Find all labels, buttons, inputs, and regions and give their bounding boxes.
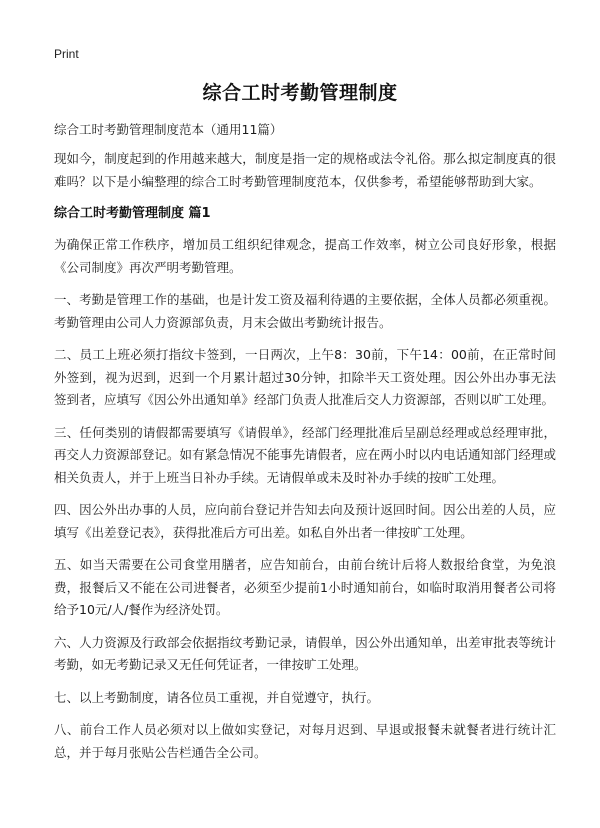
section-heading: 综合工时考勤管理制度 篇1 xyxy=(54,206,211,221)
document-body xyxy=(54,119,556,774)
print-label[interactable]: Print xyxy=(54,47,79,61)
paragraph-item-6: 六、人力资源及行政部会依据指纹考勤记录，请假单，因公外出通知单，出差审批表等统计考勤，如无考勤记录又无任何凭证者，一律按旷工处理。 xyxy=(54,634,556,672)
intro-paragraph: 现如今，制度起到的作用越来越大，制度是指一定的规格或法令礼俗。那么拟定制度真的很难吗？以下是小编整理的综合工时考勤管理制度范本，仅供参考，希望能够帮助到大家。 xyxy=(54,151,556,189)
document-subtitle: 综合工时考勤管理制度范本（通用11篇） xyxy=(54,122,283,137)
paragraph-item-3: 三、任何类别的请假都需要填写《请假单》，经部门经理批准后呈副总经理或总经理审批，再交人力资源部登记。如有紧急情况不能事先请假者，应在两小时以内电话通知部门经理或相关负责人，并于上班当日补办手续。无请假单或未及时补办手续的按旷工处理。 xyxy=(54,424,556,485)
paragraph-item-2: 二、员工上班必须打指纹卡签到，一日两次，上午8：30前，下午14：00前，在正常时间外签到，视为迟到，迟到一个月累计超过30分钟，扣除半天工资处理。因公外出办事无法签到者，应填写《因公外出通知单》经部门负责人批准后交人力资源部，否则以旷工处理。 xyxy=(54,347,556,407)
paragraph-item-8: 八、前台工作人员必须对以上做如实登记，对每月迟到、早退或报餐未就餐者进行统计汇总，并于每月张贴公告栏通告全公司。 xyxy=(54,722,556,760)
paragraph-item-1: 一、考勤是管理工作的基础，也是计发工资及福利待遇的主要依据，全体人员都必须重视。考勤管理由公司人力资源部负责，月末会做出考勤统计报告。 xyxy=(54,292,556,330)
paragraph-item-7: 七、以上考勤制度，请各位员工重视，并自觉遵守，执行。 xyxy=(54,689,380,705)
paragraph-item-5: 五、如当天需要在公司食堂用膳者，应告知前台，由前台统计后将人数报给食堂，为免浪费，报餐后又不能在公司进餐者，必须至少提前1小时通知前台，如临时取消用餐者公司将给予10元/人/餐作为经济处罚。 xyxy=(54,557,556,617)
page-title: 综合工时考勤管理制度 xyxy=(202,82,398,104)
paragraph-item-4: 四、因公外出办事的人员，应向前台登记并告知去向及预计返回时间。因公出差的人员，应填写《出差登记表》，获得批准后方可出差。如私自外出者一律按旷工处理。 xyxy=(54,502,556,540)
paragraph-preamble: 为确保正常工作秩序，增加员工组织纪律观念，提高工作效率，树立公司良好形象，根据《公司制度》再次严明考勤管理。 xyxy=(54,237,556,275)
